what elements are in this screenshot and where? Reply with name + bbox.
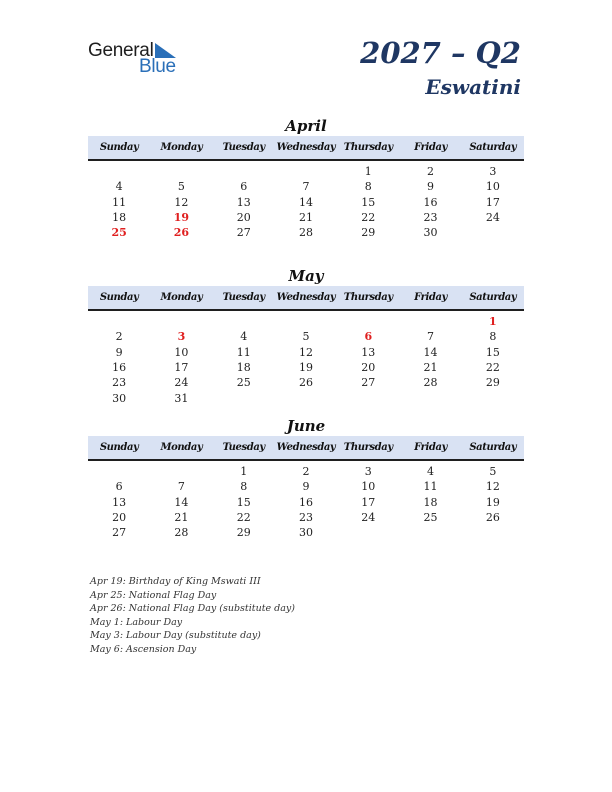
day-cell: 23	[298, 511, 313, 525]
day-cell: 11	[236, 345, 251, 359]
weekday-label: Wednesday	[276, 442, 336, 453]
day-cell: 21	[423, 361, 438, 375]
month-1	[88, 266, 524, 406]
day-cell: 23	[112, 376, 127, 390]
day-cell: 16	[298, 495, 313, 509]
day-cell: 10	[174, 345, 189, 359]
holiday-note: May 1: Labour Day	[90, 616, 183, 628]
day-cell: 24	[174, 376, 189, 390]
week-row	[88, 375, 524, 390]
day-cell: 15	[361, 195, 376, 209]
holiday-note: Apr 19: Birthday of King Mswati III	[90, 576, 261, 587]
day-cell: 16	[112, 361, 127, 375]
weekday-label: Thursday	[343, 442, 393, 453]
day-cell: 26	[485, 511, 500, 525]
day-cell: 22	[236, 511, 251, 525]
day-cell: 3	[364, 465, 372, 479]
day-cell: 22	[485, 361, 500, 375]
week-row	[88, 225, 524, 240]
day-cell: 25	[236, 376, 251, 390]
day-cell: 8	[364, 180, 372, 194]
week-row	[88, 210, 524, 225]
day-cell: 14	[174, 495, 189, 509]
day-cell: 3	[489, 165, 497, 179]
day-cell: 17	[485, 195, 500, 209]
weekday-label: Saturday	[469, 292, 517, 303]
day-cell: 25	[423, 511, 438, 525]
day-cell: 5	[177, 180, 185, 194]
week-row	[88, 495, 524, 510]
day-cell: 17	[361, 495, 376, 509]
weekday-label: Tuesday	[222, 142, 265, 153]
day-cell: 13	[236, 195, 251, 209]
day-cell: 13	[112, 495, 127, 509]
day-cell: 24	[485, 211, 500, 225]
day-cell: 7	[427, 330, 435, 344]
week-row	[88, 360, 524, 375]
day-cell: 30	[423, 226, 438, 240]
logo-blue-text: Blue	[139, 56, 176, 77]
day-cell: 11	[423, 480, 438, 494]
day-cell: 20	[236, 211, 251, 225]
day-cell: 9	[115, 345, 123, 359]
day-cell: 20	[112, 511, 127, 525]
day-cell: 2	[427, 165, 435, 179]
day-cell: 6	[115, 480, 123, 494]
weekday-label: Wednesday	[276, 142, 336, 153]
day-cell: 5	[489, 465, 497, 479]
day-cell: 29	[236, 526, 251, 540]
week-row	[88, 314, 524, 329]
page-title: 2027 – Q2	[360, 36, 521, 70]
week-row	[88, 195, 524, 210]
week-row	[88, 510, 524, 525]
day-cell: 7	[302, 180, 310, 194]
week-row	[88, 390, 524, 405]
weekday-label: Tuesday	[222, 442, 265, 453]
logo-general-text: General	[88, 40, 154, 61]
day-cell: 13	[361, 345, 376, 359]
day-cell: 11	[112, 195, 127, 209]
day-cell: 4	[115, 180, 123, 194]
day-cell: 6	[240, 180, 248, 194]
day-cell: 9	[302, 480, 310, 494]
weekday-label: Friday	[414, 142, 447, 153]
day-cell: 19	[298, 361, 313, 375]
weekday-label: Monday	[160, 442, 203, 453]
country-subtitle: Eswatini	[425, 75, 521, 99]
day-cell: 21	[174, 511, 189, 525]
day-cell: 18	[236, 361, 251, 375]
day-cell: 21	[298, 211, 313, 225]
weekday-label: Thursday	[343, 292, 393, 303]
week-row	[88, 179, 524, 194]
day-cell: 5	[302, 330, 310, 344]
day-cell: 20	[361, 361, 376, 375]
weekday-label: Thursday	[343, 142, 393, 153]
day-cell: 18	[112, 211, 127, 225]
month-0	[88, 116, 524, 240]
month-name: June	[286, 417, 326, 435]
month-2	[88, 416, 524, 540]
day-cell: 22	[361, 211, 376, 225]
day-cell: 19	[173, 211, 190, 225]
day-cell: 27	[361, 376, 376, 390]
day-cell: 10	[485, 180, 500, 194]
weekday-label: Friday	[414, 292, 447, 303]
weekday-label: Sunday	[99, 292, 139, 303]
week-row	[88, 464, 524, 479]
day-cell: 26	[173, 226, 190, 240]
week-row	[88, 525, 524, 540]
day-cell: 12	[485, 480, 500, 494]
day-cell: 10	[361, 480, 376, 494]
day-cell: 25	[111, 226, 127, 240]
weekday-label: Tuesday	[222, 292, 265, 303]
holiday-notes	[90, 575, 295, 657]
day-cell: 1	[240, 465, 248, 479]
weekday-header-row	[88, 136, 524, 161]
day-cell: 16	[423, 195, 438, 209]
weekday-label: Friday	[414, 442, 447, 453]
day-cell: 15	[236, 495, 251, 509]
weekday-label: Sunday	[99, 442, 139, 453]
weekday-label: Monday	[160, 142, 203, 153]
holiday-note: May 6: Ascension Day	[90, 643, 197, 655]
day-cell: 18	[423, 495, 438, 509]
day-cell: 31	[174, 391, 189, 405]
day-cell: 29	[485, 376, 500, 390]
day-cell: 14	[298, 195, 313, 209]
day-cell: 12	[174, 195, 189, 209]
day-cell: 28	[174, 526, 189, 540]
day-cell: 1	[489, 315, 497, 329]
month-name: April	[285, 117, 327, 135]
day-cell: 17	[174, 361, 189, 375]
day-cell: 1	[364, 165, 372, 179]
day-cell: 29	[361, 226, 376, 240]
day-cell: 15	[485, 345, 500, 359]
day-cell: 8	[489, 330, 497, 344]
day-cell: 8	[240, 480, 248, 494]
day-cell: 23	[423, 211, 438, 225]
day-cell: 3	[177, 330, 186, 344]
day-cell: 19	[485, 495, 500, 509]
weekday-label: Monday	[160, 292, 203, 303]
day-cell: 14	[423, 345, 438, 359]
holiday-note: Apr 25: National Flag Day	[90, 589, 217, 601]
day-cell: 27	[236, 226, 251, 240]
holiday-note: May 3: Labour Day (substitute day)	[90, 630, 261, 642]
weekday-label: Saturday	[469, 142, 517, 153]
day-cell: 4	[427, 465, 435, 479]
weekday-label: Wednesday	[276, 292, 336, 303]
week-row	[88, 329, 524, 344]
day-cell: 2	[302, 465, 310, 479]
day-cell: 9	[427, 180, 435, 194]
day-cell: 28	[423, 376, 438, 390]
day-cell: 24	[361, 511, 376, 525]
week-row	[88, 479, 524, 494]
day-cell: 28	[298, 226, 313, 240]
day-cell: 7	[177, 480, 185, 494]
week-row	[88, 345, 524, 360]
month-name: May	[288, 267, 324, 285]
weekday-header-row	[88, 436, 524, 461]
day-cell: 4	[240, 330, 248, 344]
week-row	[88, 164, 524, 179]
day-cell: 30	[298, 526, 313, 540]
logo	[88, 40, 188, 80]
day-cell: 27	[112, 526, 127, 540]
holiday-note: Apr 26: National Flag Day (substitute day)	[90, 603, 295, 615]
day-cell: 6	[364, 330, 373, 344]
weekday-label: Sunday	[99, 142, 139, 153]
day-cell: 26	[298, 376, 313, 390]
weekday-header-row	[88, 286, 524, 311]
weekday-label: Saturday	[469, 442, 517, 453]
day-cell: 30	[112, 391, 127, 405]
day-cell: 12	[298, 345, 313, 359]
day-cell: 2	[115, 330, 123, 344]
